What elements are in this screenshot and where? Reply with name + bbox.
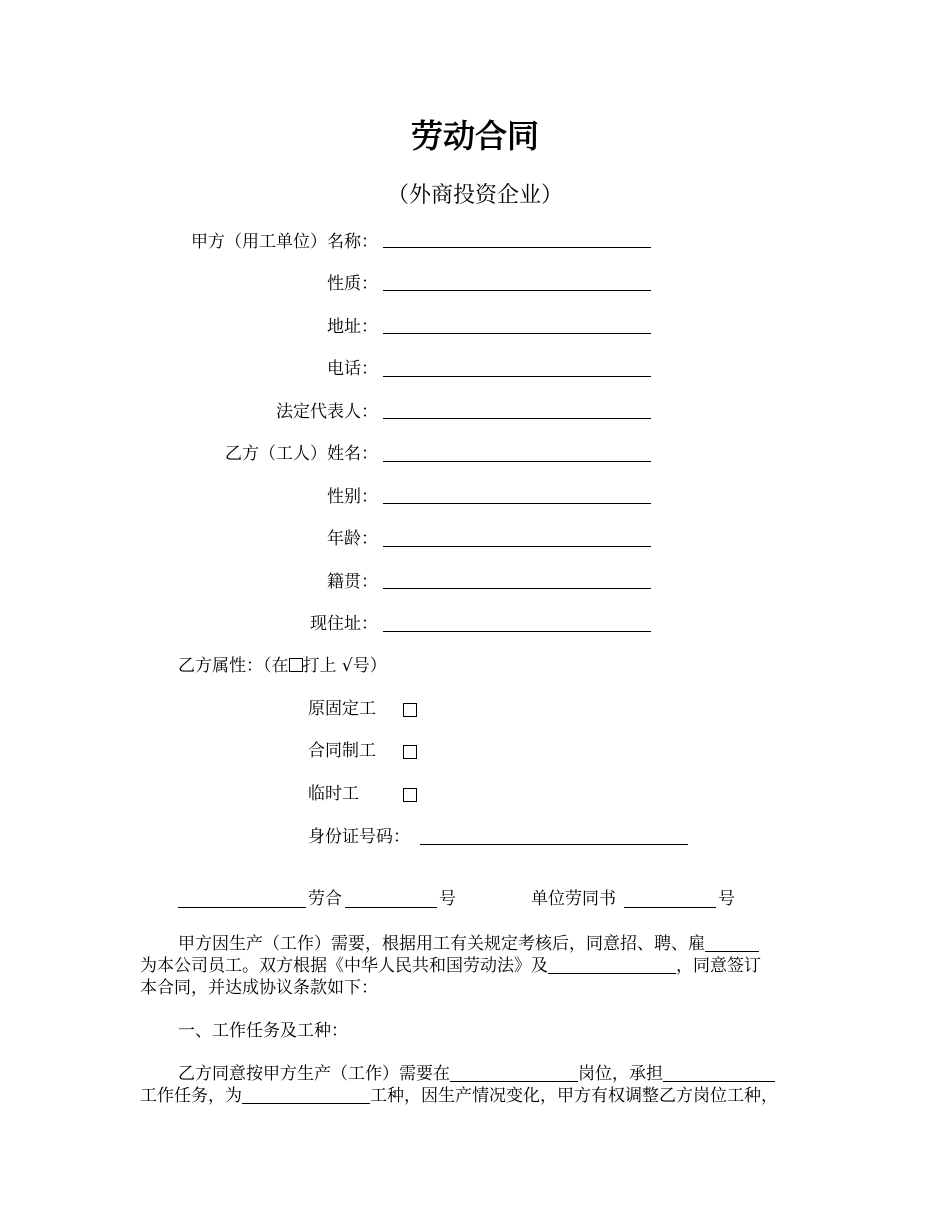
employer-name-line[interactable] <box>383 247 651 248</box>
contract-no-part4: 号 <box>718 889 735 909</box>
worker-name-label: 乙方（工人）姓名： <box>225 444 378 464</box>
section1-title: 一、工作任务及工种： <box>178 1021 348 1041</box>
option-contract-worker-label: 合同制工 <box>308 741 376 761</box>
worker-name-line[interactable] <box>383 461 651 462</box>
paragraph1-line1 <box>178 933 759 955</box>
age-label: 年龄： <box>327 529 378 549</box>
contract-number-line[interactable] <box>345 907 437 908</box>
current-address-line[interactable] <box>383 631 651 632</box>
phone-line[interactable] <box>383 376 651 377</box>
task-blank[interactable] <box>663 1063 775 1082</box>
position-blank[interactable] <box>450 1063 578 1082</box>
paragraph1-line3: 本合同，并达成协议条款如下： <box>140 978 378 998</box>
gender-line[interactable] <box>383 503 651 504</box>
current-address-label: 现住址： <box>310 614 378 634</box>
regulation-blank[interactable] <box>548 955 676 974</box>
phone-label: 电话： <box>327 359 378 379</box>
age-line[interactable] <box>383 546 651 547</box>
contract-no-part1: 劳合 <box>308 889 342 909</box>
paragraph2-line1 <box>178 1063 775 1085</box>
contract-prefix-line[interactable] <box>178 907 306 908</box>
id-number-line[interactable] <box>420 844 688 845</box>
paragraph1-text-b: 为本公司员工。双方根据《中华人民共和国劳动法》及 <box>140 956 548 976</box>
checkbox-sample-icon <box>289 658 303 672</box>
unit-contract-number-line[interactable] <box>624 907 716 908</box>
option-temporary-worker-checkbox[interactable] <box>403 788 417 802</box>
contract-no-part3: 单位劳同书 <box>531 889 616 909</box>
paragraph1-text-a: 甲方因生产（工作）需要，根据用工有关规定考核后，同意招、聘、雇 <box>178 934 705 954</box>
paragraph2-text-a: 乙方同意按甲方生产（工作）需要在 <box>178 1064 450 1084</box>
paragraph2-text-d: 工种，因生产情况变化，甲方有权调整乙方岗位工种， <box>370 1086 778 1106</box>
recruit-name-blank[interactable] <box>705 933 759 952</box>
employer-name-label: 甲方（用工单位）名称： <box>191 232 378 252</box>
check-mark-icon: √ <box>341 656 353 676</box>
paragraph2-text-b: 岗位，承担 <box>578 1064 663 1084</box>
document-title: 劳动合同 <box>410 117 539 155</box>
document-subtitle: （外商投资企业） <box>386 183 563 208</box>
native-place-line[interactable] <box>383 588 651 589</box>
option-temporary-worker-label: 临时工 <box>308 784 359 804</box>
paragraph2-text-c: 工作任务，为 <box>140 1086 242 1106</box>
legal-rep-line[interactable] <box>383 418 651 419</box>
gender-label: 性别： <box>327 487 378 507</box>
paragraph2-line2 <box>140 1085 778 1107</box>
option-contract-worker-checkbox[interactable] <box>403 745 417 759</box>
attribute-heading-mid: 打上 <box>302 656 337 676</box>
paragraph1-text-c: ，同意签订 <box>676 956 761 976</box>
id-number-label: 身份证号码： <box>308 827 410 847</box>
native-place-label: 籍贯： <box>327 572 378 592</box>
attribute-heading-text: 乙方属性：（在 <box>178 656 289 676</box>
attribute-heading-end: 号） <box>352 656 387 676</box>
legal-rep-label: 法定代表人： <box>276 402 378 422</box>
paragraph1-line2 <box>140 955 761 977</box>
nature-label: 性质： <box>327 274 378 294</box>
option-fixed-worker-label: 原固定工 <box>308 699 376 719</box>
address-line[interactable] <box>383 333 651 334</box>
contract-no-part2: 号 <box>439 889 456 909</box>
worker-attribute-heading <box>178 655 387 677</box>
address-label: 地址： <box>327 317 378 337</box>
job-type-blank[interactable] <box>242 1085 370 1104</box>
nature-line[interactable] <box>383 290 651 291</box>
option-fixed-worker-checkbox[interactable] <box>403 703 417 717</box>
